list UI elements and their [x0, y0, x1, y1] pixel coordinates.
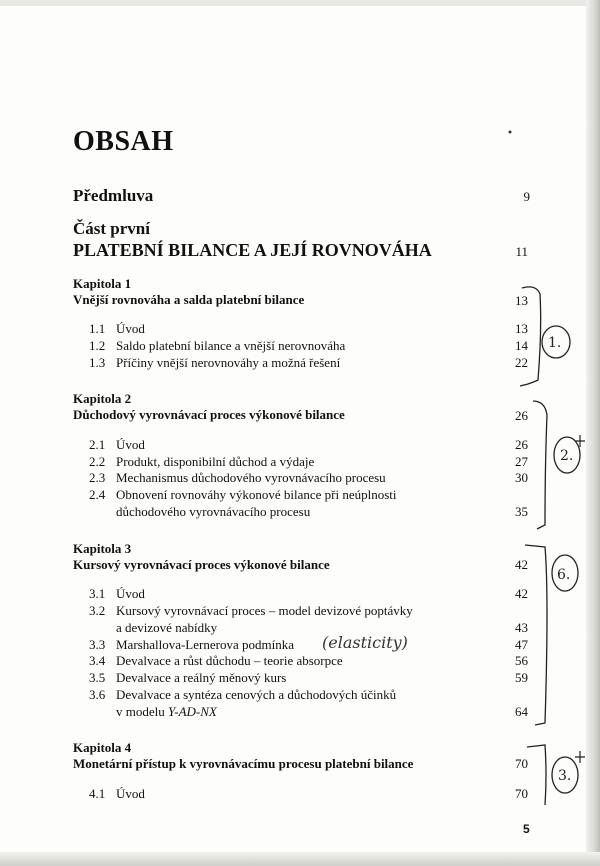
toc-item-continuation: a devizové nabídky	[116, 620, 218, 635]
handwritten-bracket-2	[505, 395, 595, 535]
handwritten-note-elasticity	[318, 626, 448, 660]
toc-item: 1.2 Saldo platební bilance a vnější nerovnováha	[89, 338, 346, 353]
handwritten-bracket-4	[505, 735, 595, 815]
toc-item-page: 13	[515, 321, 528, 336]
toc-item: 3.1 Úvod	[89, 586, 145, 601]
toc-item: 3.2 Kursový vyrovnávací proces – model devizové poptávky	[89, 603, 413, 618]
toc-item-page: 30	[515, 470, 528, 485]
toc-item-page: 27	[515, 454, 528, 469]
part-label: Část první	[73, 219, 150, 238]
toc-item: 3.5 Devalvace a reálný měnový kurs	[89, 670, 287, 685]
toc-item-page: 43	[515, 620, 528, 635]
svg-text:2.: 2.	[560, 448, 574, 464]
chapter-4-title: Monetární přístup k vyrovnávacímu procesu platební bilance	[73, 756, 414, 771]
toc-item-page: 26	[515, 437, 528, 452]
toc-item-page: 42	[515, 586, 528, 601]
chapter-2-page: 26	[515, 408, 528, 423]
part-heading: PLATEBNÍ BILANCE A JEJÍ ROVNOVÁHA	[73, 240, 432, 260]
chapter-4-page: 70	[515, 756, 528, 771]
svg-text:(elasticity): (elasticity)	[322, 633, 408, 652]
toc-item-page: 70	[515, 786, 528, 801]
handwritten-bracket-3	[505, 535, 595, 735]
chapter-1-title: Vnější rovnováha a salda platební bilance	[73, 292, 305, 307]
page-title: OBSAH	[73, 126, 174, 157]
page-number: 5	[523, 822, 530, 836]
toc-item-page: 14	[515, 338, 528, 353]
toc-item: 3.3 Marshallova-Lernerova podmínka	[89, 637, 294, 652]
toc-item: 3.6 Devalvace a syntéza cenových a důchodových účinků	[89, 687, 397, 702]
toc-item: 2.2 Produkt, disponibilní důchod a výdaje	[89, 454, 315, 469]
toc-item-continuation: důchodového vyrovnávacího procesu	[116, 504, 311, 519]
toc-item: 2.4 Obnovení rovnováhy výkonové bilance při neúplnosti	[89, 487, 397, 502]
toc-item-page: 56	[515, 653, 528, 668]
chapter-2-title: Důchodový vyrovnávací proces výkonové bilance	[73, 407, 345, 422]
toc-item-page: 35	[515, 504, 528, 519]
pen-dot	[505, 126, 517, 138]
part-page: 11	[515, 244, 528, 259]
model-name: Y-AD-NX	[168, 704, 217, 719]
svg-text:3.: 3.	[558, 768, 572, 784]
toc-item-page: 47	[515, 637, 528, 652]
toc-item-continuation: v modelu Y-AD-NX	[116, 704, 217, 719]
toc-item: 2.3 Mechanismus důchodového vyrovnávacího procesu	[89, 470, 386, 485]
page-edge-top	[0, 0, 600, 6]
toc-item-page: 59	[515, 670, 528, 685]
chapter-2-label: Kapitola 2	[73, 391, 132, 406]
chapter-3-page: 42	[515, 557, 528, 572]
toc-item: 2.1 Úvod	[89, 437, 145, 452]
svg-text:6.: 6.	[557, 567, 571, 583]
chapter-3-title: Kursový vyrovnávací proces výkonové bilance	[73, 557, 330, 572]
chapter-1-page: 13	[515, 293, 528, 308]
page-edge-bottom	[0, 852, 600, 866]
chapter-1-label: Kapitola 1	[73, 276, 132, 291]
handwritten-bracket-1	[500, 280, 590, 390]
toc-item: 4.1 Úvod	[89, 786, 145, 801]
toc-item-page: 64	[515, 704, 528, 719]
toc-item: 3.4 Devalvace a růst důchodu – teorie absorpce	[89, 653, 343, 668]
toc-item: 1.1 Úvod	[89, 321, 145, 336]
chapter-3-label: Kapitola 3	[73, 541, 132, 556]
predmluva-heading: Předmluva	[73, 186, 154, 205]
chapter-4-label: Kapitola 4	[73, 740, 132, 755]
svg-text:1.: 1.	[548, 335, 562, 351]
toc-item: 1.3 Příčiny vnější nerovnováhy a možná řešení	[89, 355, 341, 370]
toc-item-page: 22	[515, 355, 528, 370]
predmluva-page: 9	[523, 189, 530, 204]
